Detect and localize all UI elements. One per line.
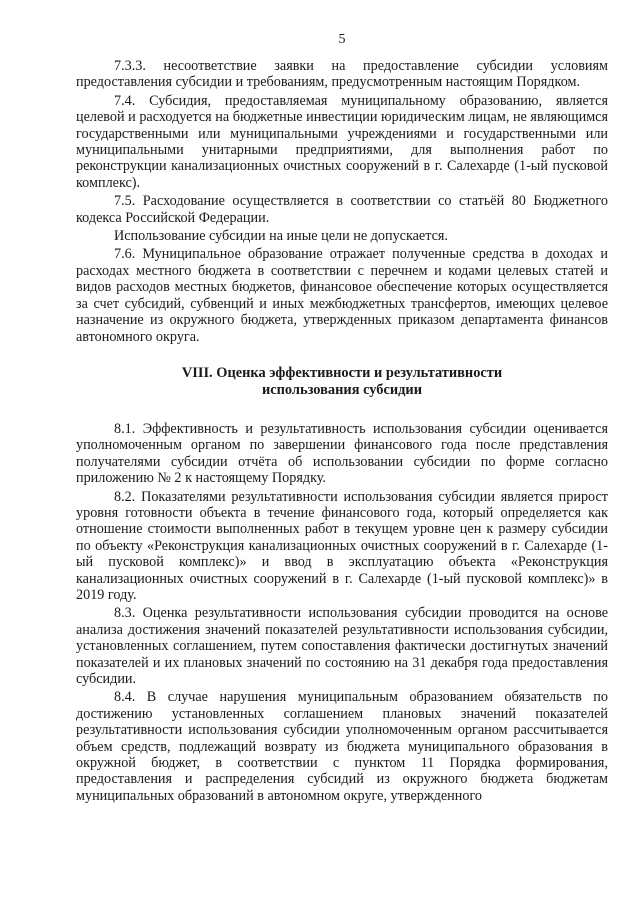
document-page <box>76 30 608 806</box>
paragraph-8-1: 8.1. Эффективность и результативность использования субсидии оценивается уполномоченным органом по завершении финансового года после представления получателями субсидии отчёта об использовании субсидии по форме согласно приложению № 2 к настоящему Порядку. <box>76 420 608 487</box>
paragraph-7-3-3: 7.3.3. несоответствие заявки на предоставление субсидии условиям предоставления субсидии и требованиям, предусмотренным настоящим Порядком. <box>76 58 608 91</box>
paragraph-no-other-use: Использование субсидии на иные цели не допускается. <box>114 228 448 245</box>
paragraph-7-5: 7.5. Расходование осуществляется в соответствии со статьёй 80 Бюджетного кодекса Российской Федерации. <box>76 193 608 226</box>
section-heading-line2: использования субсидии <box>261 381 423 398</box>
section-heading-line1: VIII. Оценка эффективности и результативности <box>181 364 503 381</box>
paragraph-8-4: 8.4. В случае нарушения муниципальным образованием обязательств по достижению установленных соглашением плановых значений показателей результативности использования субсидии уполномоченным органом рассчитывается объем средств, подлежащий возврату из бюджета муниципального образования в окружной бюджет, в соответствии с пунктом 11 Порядка формирования, предоставления и распределения субсидий из окружного бюджета бюджетам муниципальных образований в автономном округе, утвержденного <box>76 689 608 804</box>
paragraph-8-3: 8.3. Оценка результативности использования субсидии проводится на основе анализа достижения значений показателей результативности использования субсидии, установленных соглашением, путем сопоставления фактически достигнутых значений показателей и их плановых значений по состоянию на 31 декабря года предоставления субсидии. <box>76 605 608 687</box>
paragraph-8-2: 8.2. Показателями результативности использования субсидии является прирост уровня готовности объекта в течение финансового года, который определяется как отношение стоимости выполненных работ в текущем уровне цен к размеру субсидии по объекту «Реконструкция канализационных очистных сооружений в г. Салехарде (1-ый пусковой комплекс)» и ввод в эксплуатацию объекта «Реконструкция канализационных очистных сооружений в г. Салехарде (1-ый пусковой комплекс)» в 2019 году. <box>76 488 608 603</box>
section-heading <box>76 365 608 399</box>
paragraph-7-4: 7.4. Субсидия, предоставляемая муниципальному образованию, является целевой и расходуется на бюджетные инвестиции юридическим лицам, не являющимся государственными или муниципальными учреждениями и государственными или муниципальными унитарными предприятиями, для выполнения работ по реконструкции канализационных очистных сооружений в г. Салехарде (1-ый пусковой комплекс). <box>76 92 608 191</box>
paragraph-7-6: 7.6. Муниципальное образование отражает полученные средства в доходах и расходах местного бюджета в соответствии с перечнем и кодами целевых статей и видов расходов местных бюджетов, финансовое обеспечение которых осуществляется за счет субсидий, субвенций и иных межбюджетных трансфертов, имеющих целевое назначение из окружного бюджета, утвержденных приказом департамента финансов автономного округа. <box>76 246 608 345</box>
page-number: 5 <box>338 32 346 47</box>
